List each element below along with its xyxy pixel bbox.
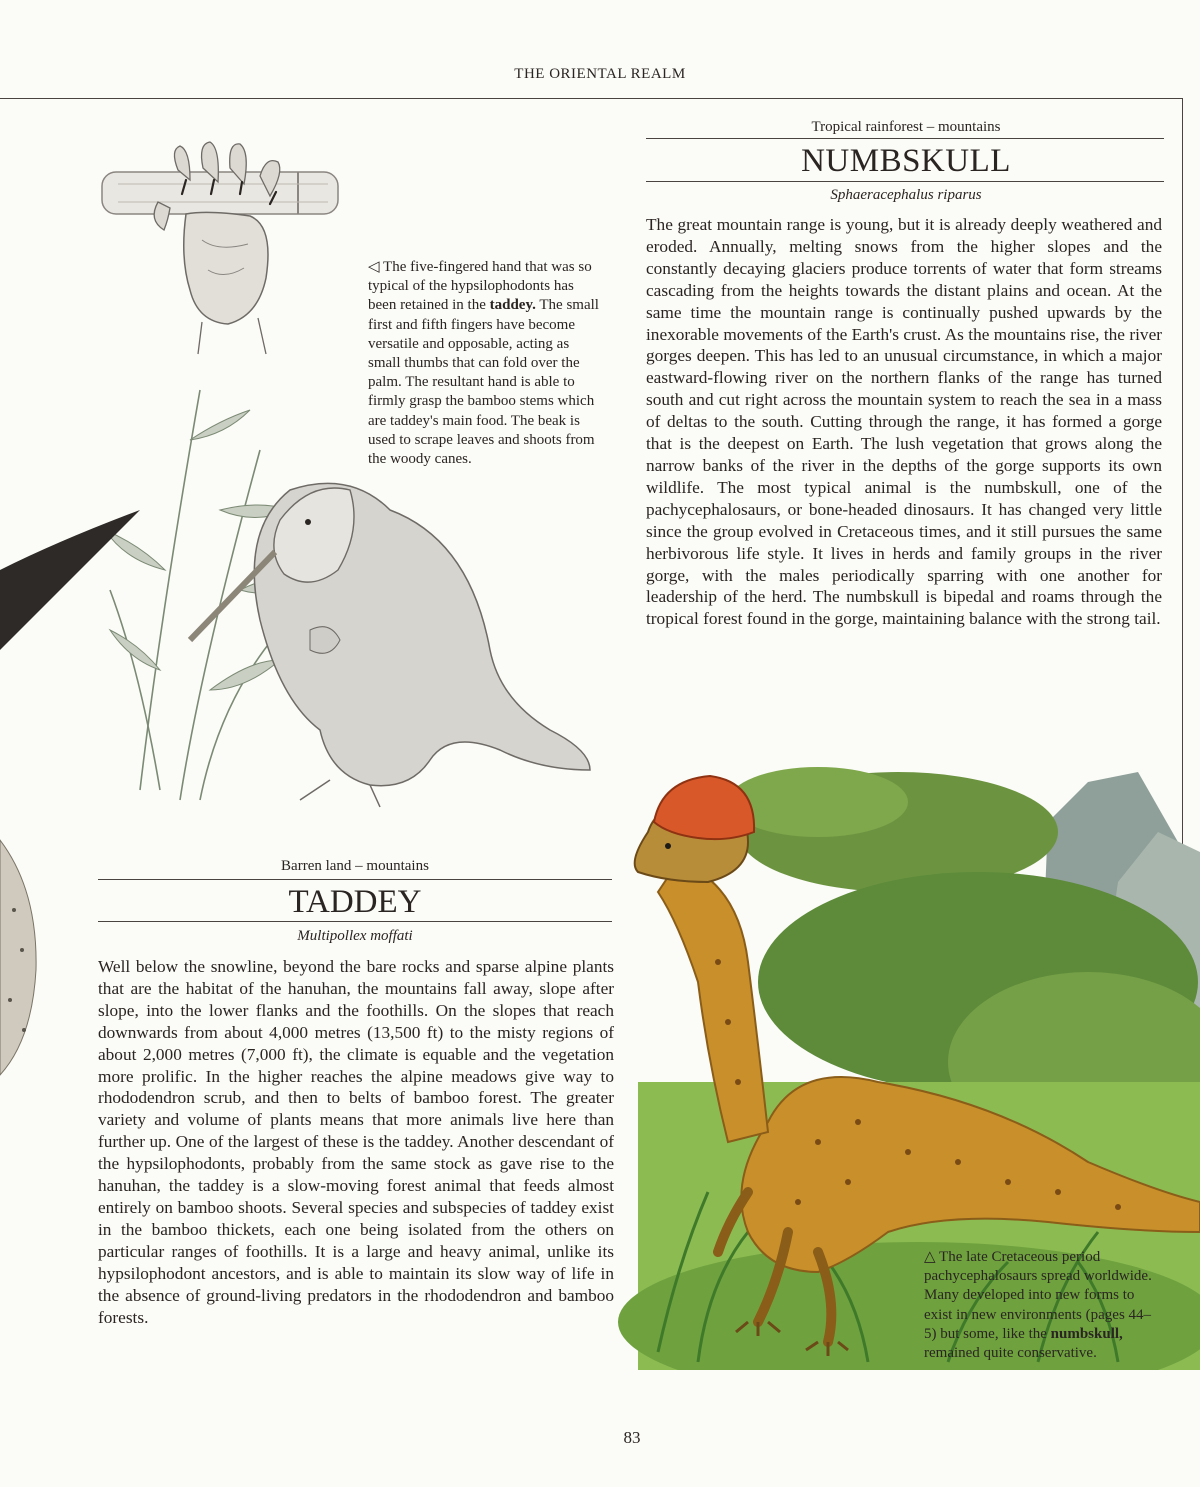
hand-sketch-illustration (98, 140, 343, 355)
page-number: 83 (623, 1428, 641, 1447)
numbskull-rule-bottom (646, 181, 1164, 182)
hand-caption-text-end: The small first and fifth fingers have become versatile and opposable, acting as small thumbs that can fold over the palm. The resultant hand is able to firmly grasp the bamboo stems which are taddey's main food. The beak is used to scrape leaves and shoots from the woody canes. (368, 297, 599, 468)
numbskull-caption-text: The late Cretaceous period pachycephalosaurs spread worldwide. Many developed into new forms to exist in new environments (pages 44–5) but some, like the (924, 1249, 1152, 1342)
running-head: THE ORIENTAL REALM (514, 66, 686, 82)
taddey-rule-bottom (98, 921, 612, 922)
numbskull-title: NUMBSKULL (801, 143, 1011, 179)
hand-caption-bold: taddey. (489, 297, 536, 314)
numbskull-caption-bold: numbskull, (1050, 1325, 1123, 1342)
numbskull-caption-text-end: remained quite conservative. (924, 1345, 1097, 1362)
hand-caption (368, 258, 600, 469)
numbskull-scientific-name: Sphaeracephalus riparus (830, 187, 982, 203)
taddey-habitat: Barren land – mountains (281, 858, 429, 874)
frame-top-rule (0, 98, 1182, 99)
speckled-creature-illustration (0, 830, 40, 1080)
pointer-up-icon: △ (924, 1249, 936, 1265)
taddey-title: TADDEY (288, 884, 422, 920)
pointer-left-icon: ◁ (368, 259, 380, 275)
hand-caption-text: The five-fingered hand that was so typical of the hypsilophodonts has been retained in the (368, 259, 592, 314)
numbskull-body-text: The great mountain range is young, but it is already deeply weathered and eroded. Annually, melting snows from the higher slopes and the constantly decaying glaciers produce torrents of water that form streams cascading from the heights towards the distant plains and ocean. At the same time the mountain range is continually pushed upwards by the inexorable movements of the Earth's crust. As the mountains rise, the river gorges deepen. This has led to an unusual circumstance, in which a major eastward-flowing river on the northern flanks of the range has turned south and cut right across the mountain system to reach the sea in a mass of deltas to the south. Cutting through the range, it has formed a gorge that is the deepest on Earth. The lush vegetation that grows along the narrow banks of the river in the depths of the gorge supports its own wildlife. The most typical animal is the numbskull, one of the pachycephalosaurs, or bone-headed dinosaurs. It has changed very little since the group evolved in Cretaceous times, and it still pursues the same herbivorous life style. It lives in herds and family groups in the river gorge, with the males periodically sparring with one another for leadership of the herd. The numbskull is bipedal and roams through the tropical forest found in the gorge, maintaining balance with the strong tail. (646, 215, 1162, 629)
dark-tail-illustration (0, 500, 150, 660)
numbskull-caption (924, 1248, 1160, 1363)
taddey-rule-top (98, 879, 612, 880)
taddey-body-text: Well below the snowline, beyond the bare rocks and sparse alpine plants that are the habitat of the hanuhan, the mountains fall away, slope after slope, into the lower flanks and the foothills. On the slopes that reach downwards from about 4,000 metres (13,500 ft) to the misty regions of about 2,000 metres (7,000 ft), the climate is equable and the vegetation more prolific. In the higher reaches the alpine meadows give way to rhododendron scrub, and then to belts of bamboo forest. The greater variety and volume of plants means that more animals live here than further up. One of the largest of these is the taddey. Another descendant of the hypsilophodonts, probably from the same stock as gave rise to the hanuhan, the taddey is a slow-moving forest animal that feeds almost entirely on bamboo shoots. Several species and subspecies of taddey exist in the bamboo thickets, each one being isolated from the others on particular ranges of foothills. It is a large and heavy animal, unlike its hypsilophodont ancestors, and is able to maintain its slow way of life in the absence of ground-living predators in the rhododendron and bamboo forests. (98, 957, 614, 1327)
numbskull-habitat: Tropical rainforest – mountains (811, 119, 1001, 135)
numbskull-rule-top (646, 138, 1164, 139)
taddey-scientific-name: Multipollex moffati (297, 928, 413, 944)
